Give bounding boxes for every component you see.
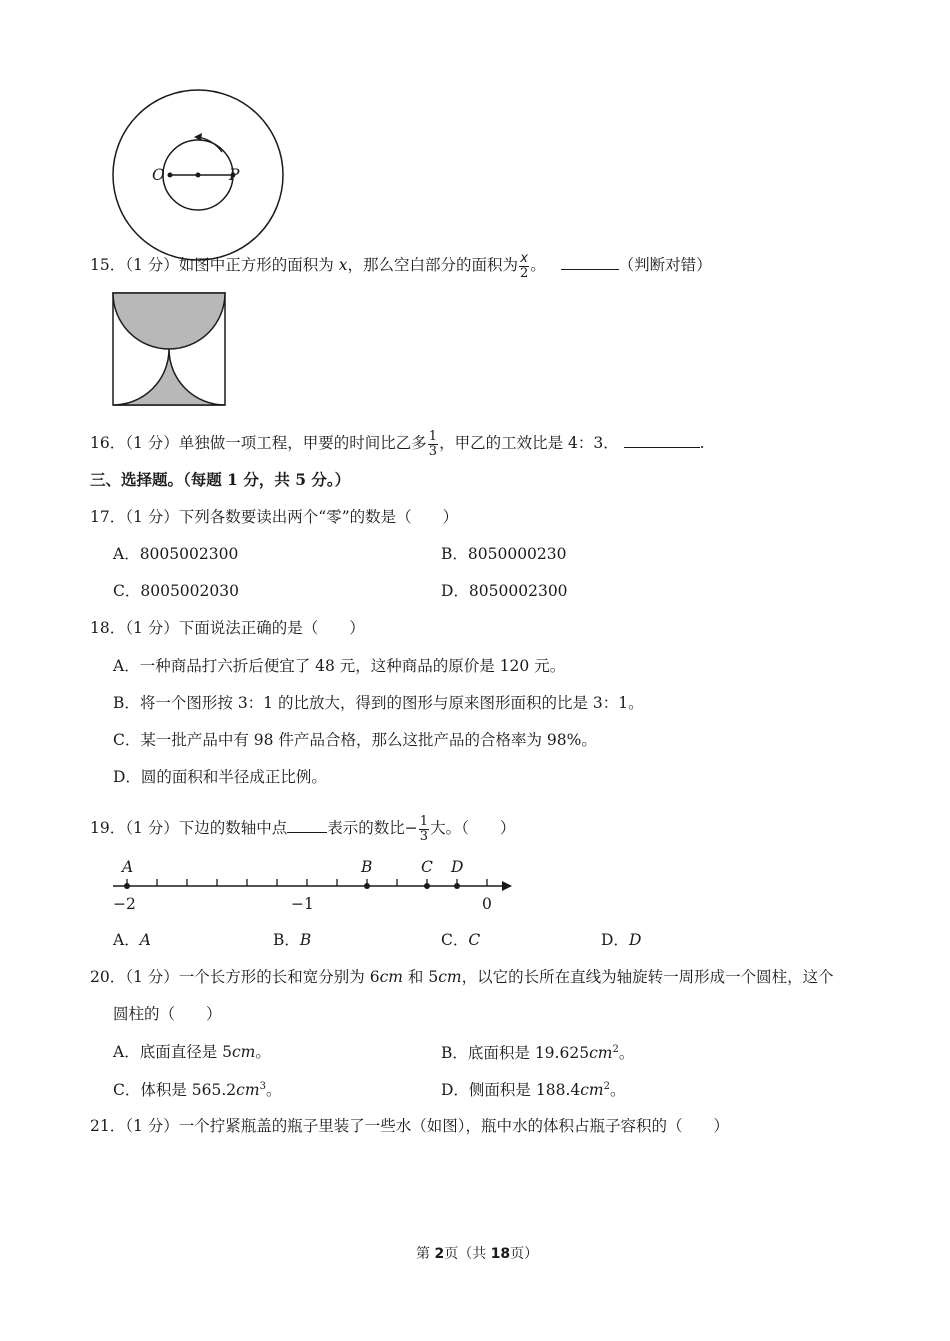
unit-cm: cm <box>379 968 403 986</box>
question-score: （1 分） <box>125 508 179 526</box>
question-20-line2: 圆柱的（ ） <box>113 1005 222 1023</box>
option-c[interactable]: C．8005002030 <box>113 582 239 600</box>
question-20 <box>90 970 834 986</box>
question-text-3: 大。（ ） <box>430 819 516 838</box>
question-21 <box>90 1119 729 1135</box>
question-text-2: ，甲乙的工效比是 4：3． <box>439 434 619 453</box>
label-o: O <box>152 166 165 184</box>
question-score: （1 分） <box>125 968 179 986</box>
point-a-dot <box>124 883 130 889</box>
variable-x: x <box>338 256 348 275</box>
question-text-2: 和 5 <box>402 968 439 986</box>
option-a[interactable]: A．底面直径是 5cm。 <box>113 1043 271 1061</box>
current-page: 2 <box>434 1246 445 1262</box>
question-text-3: 。 <box>530 256 546 275</box>
question-number: 20． <box>90 968 126 986</box>
question-text: 下列各数要读出两个“零”的数是（ ） <box>178 508 459 526</box>
tick-label-neg2: −2 <box>113 895 136 913</box>
question-score: （1 分） <box>125 256 179 275</box>
question-score: （1 分） <box>125 819 179 838</box>
question-text-2: 表示的数比− <box>327 819 418 838</box>
question-text: 下面说法正确的是（ ） <box>178 619 365 637</box>
axis-arrow <box>502 881 512 891</box>
question-number: 18． <box>90 619 126 637</box>
fraction-denominator: 3 <box>419 828 429 844</box>
question-text: 单独做一项工程，甲要的时间比乙多 <box>178 434 427 453</box>
question-text: 一个长方形的长和宽分别为 6 <box>178 968 380 986</box>
point-a-label: A <box>122 858 134 876</box>
option-a[interactable]: A．一种商品打六折后便宜了 48 元，这种商品的原价是 120 元。 <box>113 657 566 675</box>
point-b-label: B <box>361 858 373 876</box>
option-b[interactable]: B．底面积是 $19.625cm^2$。 <box>441 1044 635 1063</box>
question-number: 17． <box>90 508 126 526</box>
option-c[interactable]: C．C <box>441 931 481 949</box>
point-d-dot <box>454 883 460 889</box>
section-title: 三、选择题。（每题 1 分，共 5 分。） <box>90 470 351 489</box>
fraction-denominator: 3 <box>428 443 438 459</box>
question-text: 一个拧紧瓶盖的瓶子里装了一些水（如图），瓶中水的体积占瓶子容积的（ ） <box>178 1117 730 1135</box>
footer-prefix: 第 <box>416 1246 435 1262</box>
total-pages: 18 <box>490 1246 511 1262</box>
label-p: P <box>229 166 240 184</box>
question-score: （1 分） <box>125 1117 179 1135</box>
question-text-3: . <box>699 434 705 453</box>
page-footer <box>416 1247 538 1261</box>
option-a[interactable]: A．A <box>113 931 151 949</box>
fraction-numerator: x <box>520 251 528 266</box>
tick-label-neg1: −1 <box>291 895 314 913</box>
question-number: 15． <box>90 256 126 275</box>
option-b[interactable]: B．8050000230 <box>441 545 567 563</box>
unit-cm-2: cm <box>438 968 462 986</box>
point-c-label: C <box>421 858 433 876</box>
option-d[interactable]: D．D <box>601 931 642 949</box>
fraction-numerator: 1 <box>419 814 429 829</box>
question-text: 如图中正方形的面积为 <box>178 256 339 275</box>
option-d[interactable]: D．侧面积是 $188.4cm^2$。 <box>441 1081 626 1100</box>
point-d-label: D <box>451 858 464 876</box>
option-d[interactable]: D．8050002300 <box>441 582 568 600</box>
fraction-denominator: 2 <box>519 265 529 281</box>
option-c[interactable]: C．某一批产品中有 98 件产品合格，那么这批产品的合格率为 98%。 <box>113 731 597 749</box>
question-number: 16． <box>90 434 126 453</box>
judge-hint: （判断对错） <box>618 256 712 275</box>
axis-ticks <box>127 879 487 886</box>
option-b[interactable]: B．将一个图形按 3：1 的比放大，得到的图形与原来图形面积的比是 3：1。 <box>113 694 644 712</box>
point-c-dot <box>424 883 430 889</box>
footer-suffix: 页） <box>510 1246 539 1262</box>
footer-middle: 页（共 <box>444 1246 491 1262</box>
fraction-numerator: 1 <box>428 429 438 444</box>
question-number: 21． <box>90 1117 126 1135</box>
option-c[interactable]: C．体积是 $565.2cm^3$。 <box>113 1081 282 1100</box>
tick-label-0: 0 <box>482 895 492 913</box>
question-text-3: ，以它的长所在直线为轴旋转一周形成一个圆柱，这个 <box>461 968 834 986</box>
option-d[interactable]: D．圆的面积和半径成正比例。 <box>113 768 327 786</box>
option-b[interactable]: B．B <box>273 931 312 949</box>
question-score: （1 分） <box>125 619 179 637</box>
question-score: （1 分） <box>125 434 179 453</box>
question-number: 19． <box>90 819 126 838</box>
question-text: 下边的数轴中点 <box>178 819 288 838</box>
question-text-2: ，那么空白部分的面积为 <box>347 256 518 275</box>
point-b-dot <box>364 883 370 889</box>
option-a[interactable]: A．8005002300 <box>113 545 239 563</box>
